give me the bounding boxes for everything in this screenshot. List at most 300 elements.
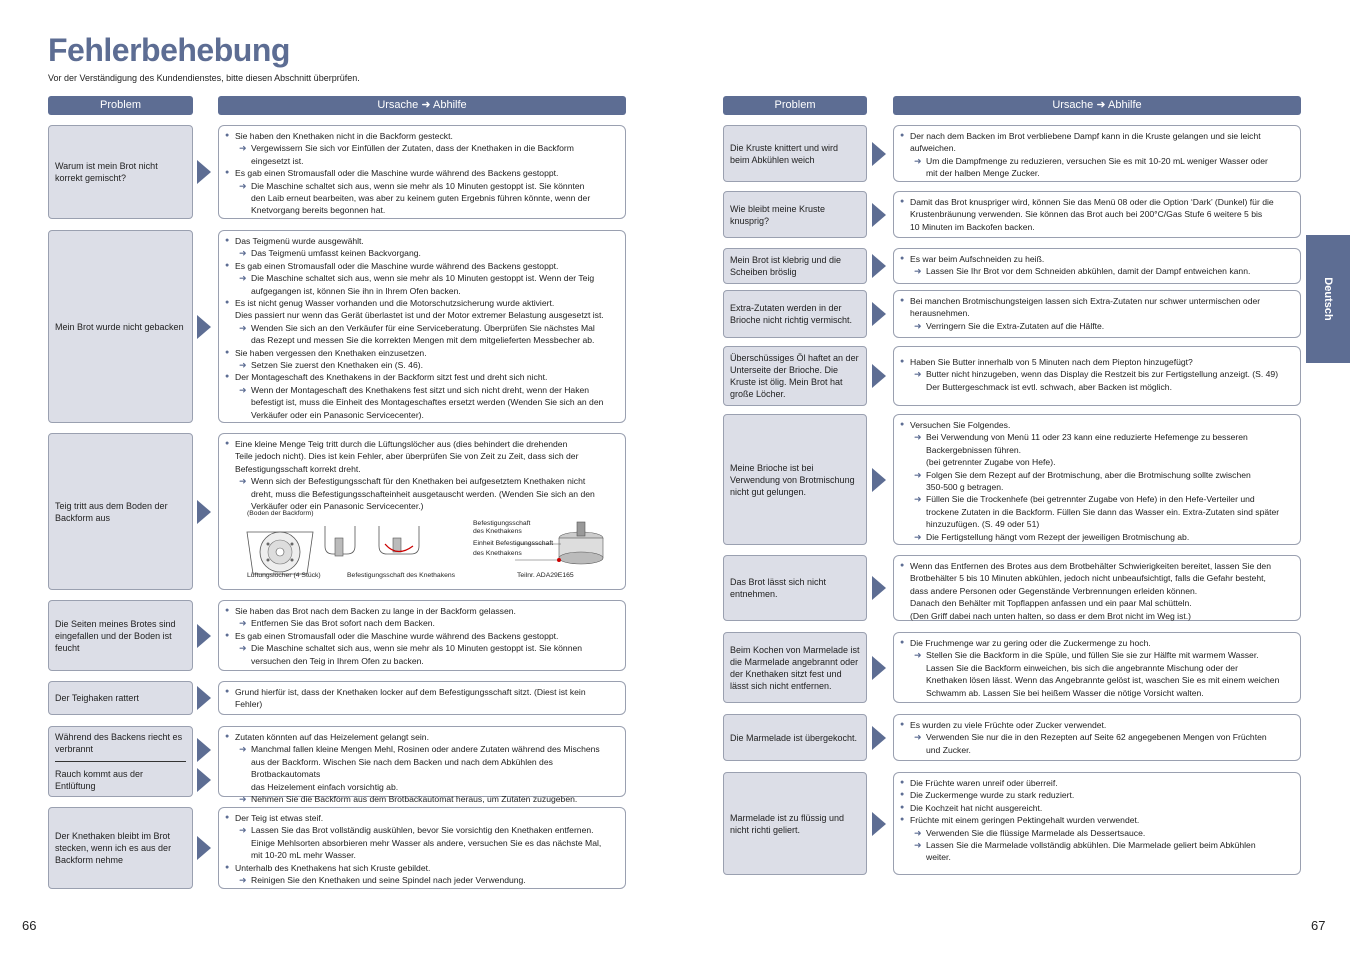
line-text: Füllen Sie die Trockenhefe (bei getrennter Zugabe von Hefe) in den Hefe-Verteiler und (926, 494, 1255, 505)
line-text: Das Teigmenü wurde ausgewählt. (235, 236, 364, 246)
text-line (225, 204, 619, 216)
arrow-right-icon: ➜ (239, 360, 247, 371)
cause-bullet (225, 862, 619, 874)
line-text: Es wurden zu viele Früchte oder Zucker verwendet. (910, 720, 1107, 730)
line-text: Eine kleine Menge Teig tritt durch die Lüftungslöcher aus (dies behindert die drehenden (235, 439, 568, 449)
line-text: Folgen Sie dem Rezept auf der Brotmischung, aber die Brotmischung sollte zwischen (926, 469, 1251, 480)
cause-bullet (225, 260, 619, 272)
remedy-line (900, 649, 1294, 661)
problem-box (48, 726, 193, 797)
line-text: Knethaken lösen lässt. Wenn das Angebrannte gelöst ist, waschen Sie es mit einem weichen (926, 675, 1280, 686)
line-text: Es gab einen Stromausfall oder die Maschine wurde während des Backens gestoppt. (235, 260, 559, 271)
pan-illustration (225, 514, 621, 576)
text-line (900, 481, 1294, 493)
line-text: Brotbehälter 5 bis 10 Minuten abkühlen, jedoch nicht unbeaufsichtigt, falls die Gefahr besteht, (910, 573, 1266, 584)
line-text: Die Maschine schaltet sich aus, wenn sie mehr als 10 Minuten gestoppt ist. Sie können (251, 643, 583, 654)
arrow-icon (197, 624, 211, 648)
remedy-line (900, 827, 1294, 839)
line-text: trockene Zutaten in die Backform. Füllen Sie dann das Wasser ein. Extra-Zutaten sind später (926, 506, 1280, 517)
text-line (225, 463, 619, 475)
text-line (225, 655, 619, 667)
line-text: Wenn der Montageschaft des Knethakens fest sitzt und sich nicht dreht, wenn der Haken (251, 384, 590, 395)
arrow-icon (872, 254, 886, 278)
line-text: (bei getrennter Zugabe von Hefe). (926, 457, 1056, 468)
arrow-icon (197, 160, 211, 184)
line-text: hinzuzufügen. (S. 49 oder 51) (926, 519, 1040, 530)
text-line (900, 662, 1294, 674)
remedy-line (225, 384, 619, 396)
cause-bullet (225, 812, 619, 824)
arrow-right-icon: ➜ (239, 618, 247, 629)
text-line (900, 381, 1294, 393)
problem-box (48, 230, 193, 423)
shaft-drawing-2 (379, 526, 419, 554)
line-text: Haben Sie Butter innerhalb von 5 Minuten nach dem Piepton hinzugefügt? (910, 357, 1193, 367)
line-text: aufweichen. (910, 143, 956, 154)
arrow-icon (197, 836, 211, 860)
problem-box (48, 600, 193, 671)
text-line (225, 756, 619, 781)
arrow-right-icon: ➜ (914, 494, 922, 505)
cause-bullet (900, 196, 1294, 208)
line-text: Es ist nicht genug Wasser vorhanden und die Motorschutzsicherung wurde aktiviert. (235, 298, 555, 309)
remedy-line (225, 142, 619, 154)
problem-text: Meine Brioche ist bei Verwendung von Brotmischung nicht gut gelungen. (730, 462, 855, 497)
problem-text: Mein Brot ist klebrig und die Scheiben bröslig (730, 255, 842, 277)
text-line (225, 837, 619, 849)
line-text: Der Buttergeschmack ist evtl. schwach, aber Backen ist möglich. (926, 381, 1172, 392)
arrow-icon (872, 656, 886, 680)
problem-box (723, 346, 867, 406)
line-text: Früchte mit einem geringen Pektingehalt wurden verwendet. (910, 815, 1140, 826)
problem-text: Mein Brot wurde nicht gebacken (55, 321, 184, 332)
line-text: Fehler) (235, 699, 263, 710)
remedy-line (900, 839, 1294, 851)
text-line (900, 142, 1294, 154)
cause-bullet (900, 419, 1294, 431)
line-text: mit 10-20 mL mehr Wasser. (251, 850, 356, 861)
line-text: Verringern Sie die Extra-Zutaten auf die Hälfte. (926, 320, 1105, 331)
text-line (225, 450, 619, 462)
line-text: Nehmen Sie die Backform aus dem Brotbackautomat heraus, um Zutaten zuzugeben. (251, 794, 578, 805)
cause-bullet (225, 347, 619, 359)
cause-remedy-box (893, 346, 1301, 406)
remedy-line (225, 322, 619, 334)
cause-remedy-box (218, 681, 626, 715)
line-text: Krustenbräunung verwenden. Sie können das Brot auch bei 200°C/Gas Stufe 6 weitere 5 bis (910, 209, 1263, 220)
arrow-icon (872, 726, 886, 750)
line-text: Es gab einen Stromausfall oder die Maschine wurde während des Backens gestoppt. (235, 630, 559, 641)
line-text: Lassen Sie die Marmelade vollständig abkühlen. Die Marmelade geliert beim Abkühlen (926, 840, 1256, 851)
figure-caption-pan-bottom: (Boden der Backform) (247, 510, 314, 518)
text-line (225, 192, 619, 204)
text-line (900, 208, 1294, 220)
problem-text-2: Rauch kommt aus der Entlüftung (55, 769, 144, 791)
cause-bullet (900, 802, 1294, 814)
remedy-line (225, 359, 619, 371)
problem-text: Wie bleibt meine Kruste knusprig? (730, 203, 826, 226)
cause-remedy-box (893, 772, 1301, 875)
problem-box (723, 191, 867, 238)
line-text: Sie haben das Brot nach dem Backen zu lange in der Backform gelassen. (235, 606, 516, 616)
line-text: Die Maschine schaltet sich aus, wenn sie mehr als 10 Minuten gestoppt ist. Sie könnten (251, 180, 585, 191)
arrow-icon (872, 302, 886, 326)
problem-box (48, 125, 193, 219)
cause-remedy-box (893, 632, 1301, 703)
line-text: Verwenden Sie die flüssige Marmelade als Dessertsauce. (926, 827, 1146, 838)
pan-bottom-figure (225, 510, 619, 580)
text-line (225, 781, 619, 793)
arrow-icon (197, 738, 211, 762)
cause-bullet (225, 167, 619, 179)
cause-remedy-box (893, 414, 1301, 545)
text-line (900, 167, 1294, 179)
header-problem-right: Problem (723, 96, 867, 115)
remedy-line (225, 824, 619, 836)
pan-bottom-drawing (247, 532, 313, 574)
remedy-line (900, 320, 1294, 332)
cause-bullet (225, 731, 619, 743)
text-line (225, 488, 619, 500)
remedy-line (225, 617, 619, 629)
line-text: Es gab einen Stromausfall oder die Maschine wurde während des Backens gestoppt. (235, 168, 559, 179)
line-text: Verkäufer oder ein Panasonic Servicecenter.) (251, 501, 424, 512)
text-line (900, 687, 1294, 699)
text-line (900, 585, 1294, 597)
cause-bullet (225, 235, 619, 247)
figure-caption-unit-1: Einheit Befestigungsschaft (473, 540, 554, 548)
problem-box (48, 807, 193, 889)
problem-text: Marmelade ist zu flüssig und nicht richti geliert. (730, 812, 845, 835)
shaft-drawing-1 (325, 526, 355, 556)
problem-box (48, 681, 193, 715)
problem-text: Überschüssiges Öl haftet an der Unterseite der Brioche. Die Kruste ist ölig. Mein Brot hat große Löcher. (730, 353, 859, 399)
remedy-line (900, 469, 1294, 481)
line-text: befestigt ist, muss die Einheit des Montageschaftes ersetzt werden (Wenden Sie sich an den (251, 397, 604, 408)
text-line (225, 409, 619, 421)
problem-text: Warum ist mein Brot nicht korrekt gemischt? (55, 161, 158, 183)
cause-bullet (900, 777, 1294, 789)
line-text: Der nach dem Backen im Brot verbliebene Dampf kann in die Kruste gelangen und sie leicht (910, 131, 1261, 141)
arrow-icon (872, 468, 886, 492)
line-text: Lassen Sie das Brot vollständig auskühlen, bevor Sie vorsichtig den Knethaken entfernen. (251, 825, 594, 836)
line-text: dreht, muss die Befestigungsschafteinheit ausgetauscht werden. (Wenden Sie sich an den (251, 488, 595, 499)
page-number-right: 67 (1311, 918, 1326, 933)
line-text: Die Früchte waren unreif oder überreif. (910, 778, 1058, 788)
line-text: Entfernen Sie das Brot sofort nach dem Backen. (251, 618, 435, 629)
line-text: Die Fertigstellung hängt vom Rezept der jeweiligen Brotmischung ab. (926, 531, 1190, 542)
language-tab[interactable] (1306, 235, 1350, 363)
line-text: versuchen den Teig in Ihrem Ofen zu backen. (251, 655, 424, 666)
line-text: Sie haben vergessen den Knethaken einzusetzen. (235, 347, 427, 358)
cause-remedy-box (893, 125, 1301, 182)
cause-bullet (225, 438, 619, 450)
cause-remedy-box (218, 807, 626, 889)
text-line (225, 849, 619, 861)
line-text: Es war beim Aufschneiden zu heiß. (910, 254, 1045, 264)
problem-text: Die Kruste knittert und wird beim Abkühlen weich (730, 142, 839, 165)
line-text: Wenden Sie sich an den Verkäufer für eine Serviceberatung. Überprüfen Sie nächstes Mal (251, 322, 595, 333)
problem-text: Während des Backens riecht es verbrannt (55, 732, 183, 754)
arrow-right-icon: ➜ (914, 827, 922, 838)
remedy-line (225, 793, 619, 805)
cause-bullet (900, 814, 1294, 826)
cause-bullet (225, 130, 619, 142)
cause-bullet (225, 297, 619, 309)
line-text: herausnehmen. (910, 308, 970, 319)
cause-remedy-box (218, 726, 626, 805)
line-text: Wenn das Entfernen des Brotes aus dem Brotbehälter Schwierigkeiten bereitet, lassen Sie den (910, 561, 1271, 571)
text-line (900, 572, 1294, 584)
header-cause-left: Ursache ➜ Abhilfe (218, 96, 626, 115)
text-line (225, 309, 619, 321)
remedy-line (225, 475, 619, 487)
line-text: Manchmal fallen kleine Mengen Mehl, Rosinen oder andere Zutaten während des Mischens (251, 744, 600, 755)
cause-remedy-box (893, 714, 1301, 761)
problem-box (723, 414, 867, 545)
problem-text: Teig tritt aus dem Boden der Backform aus (55, 500, 168, 523)
cause-bullet (225, 630, 619, 642)
remedy-line (900, 493, 1294, 505)
arrow-right-icon: ➜ (239, 744, 247, 755)
line-text: Die Maschine schaltet sich aus, wenn sie mehr als 10 Minuten gestoppt ist. Wenn der Teig (251, 273, 595, 284)
page-number-left: 66 (22, 918, 37, 933)
arrow-icon (197, 500, 211, 524)
line-text: Butter nicht hinzugeben, wenn das Display die Restzeit bis zur Fertigstellung anzeigt. (S. 49) (926, 369, 1279, 380)
line-text: Zutaten könnten auf das Heizelement gelangt sein. (235, 732, 429, 742)
line-text: Knetvorgang bereits begonnen hat. (251, 205, 386, 216)
text-line (900, 610, 1294, 622)
line-text: Grund hierfür ist, dass der Knethaken locker auf dem Befestigungsschaft sitzt. (Diest ist kein (235, 687, 586, 697)
arrow-icon (872, 142, 886, 166)
arrow-icon (197, 686, 211, 710)
arrow-icon (197, 768, 211, 792)
line-text: 10 Minuten im Backofen backen. (910, 221, 1035, 232)
line-text: dass andere Personen oder Gegenstände Verbrennungen erleiden können. (910, 585, 1198, 596)
remedy-line (900, 368, 1294, 380)
page-title: Fehlerbehebung (48, 32, 290, 68)
language-tab-label: Deutsch (1322, 277, 1334, 321)
line-text: Wenn sich der Befestigungsschaft für den Knethaken bei aufgesetztem Knethaken nicht (251, 476, 586, 487)
problem-box (723, 125, 867, 182)
line-text: Setzen Sie zuerst den Knethaken ein (S. 46). (251, 360, 423, 371)
text-line (900, 518, 1294, 530)
line-text: das Rezept und messen Sie die korrekten Mengen mit dem mitgelieferten Messbecher ab. (251, 335, 595, 346)
line-text: mit der halben Menge Zucker. (926, 168, 1040, 179)
line-text: Teile jedoch nicht). Dies ist kein Fehler, aber überprüfen Sie von Zeit zu Zeit, dass sich der (235, 451, 579, 462)
line-text: Vergewissern Sie sich vor Einfüllen der Zutaten, dass der Knethaken in die Backform (251, 143, 574, 154)
text-line (900, 851, 1294, 863)
arrow-icon (872, 364, 886, 388)
line-text: eingesetzt ist. (251, 155, 304, 166)
line-text: Danach den Behälter mit Topflappen anfassen und ein paar Mal schütteln. (910, 598, 1192, 609)
line-text: Sie haben den Knethaken nicht in die Backform gesteckt. (235, 131, 453, 141)
arrow-right-icon: ➜ (239, 794, 247, 805)
arrow-right-icon: ➜ (239, 476, 247, 487)
line-text: den Laib erneut bearbeiten, was aber zu keinem guten Ergebnis führen könnte, wenn der (251, 193, 591, 204)
cause-remedy-box (893, 555, 1301, 621)
remedy-line (225, 743, 619, 755)
problem-text: Beim Kochen von Marmelade ist die Marmelade angebrannt oder der Knethaken sitzt fest und lässt sich nicht entfernen. (730, 644, 860, 691)
arrow-right-icon: ➜ (239, 248, 247, 259)
remedy-line (900, 265, 1294, 277)
problem-text: Der Knethaken bleibt im Brot stecken, wenn ich es aus der Backform nehme (55, 831, 172, 865)
arrow-right-icon: ➜ (239, 875, 247, 886)
problem-box (723, 714, 867, 761)
problem-text: Der Teighaken rattert (55, 693, 139, 703)
line-text: Befestigungsschaft korrekt dreht. (235, 463, 361, 474)
cause-remedy-box (218, 230, 626, 423)
remedy-line (900, 531, 1294, 543)
cause-remedy-box (218, 125, 626, 219)
remedy-line (225, 180, 619, 192)
arrow-right-icon: ➜ (914, 650, 922, 661)
line-text: Der Montageschaft des Knethakens in der Backform sitzt fest und dreht sich nicht. (235, 372, 548, 383)
problem-text: Die Seiten meines Brotes sind eingefallen und der Boden ist feucht (55, 618, 176, 653)
text-line (225, 285, 619, 297)
cause-bullet (900, 637, 1294, 649)
cause-remedy-box (893, 290, 1301, 338)
text-line (900, 307, 1294, 319)
line-text: und Zucker. (926, 744, 971, 755)
arrow-icon (872, 812, 886, 836)
remedy-line (225, 272, 619, 284)
problem-text: Extra-Zutaten werden in der Brioche nicht richtig vermischt. (730, 303, 853, 325)
text-line (225, 155, 619, 167)
remedy-line (225, 247, 619, 259)
problem-box (48, 433, 193, 590)
line-text: Um die Dampfmenge zu reduzieren, versuchen Sie es mit 10-20 mL weniger Wasser oder (926, 155, 1268, 166)
line-text: Versuchen Sie Folgendes. (910, 420, 1011, 430)
line-text: aus der Backform. Wischen Sie nach dem Backen und nach dem Abkühlen des Brotbackautomats (251, 756, 553, 780)
arrow-right-icon: ➜ (914, 320, 922, 331)
line-text: Dies passiert nur wenn das Gerät überlastet ist und der Motor extremer Belastung ausgesetzt ist. (235, 310, 604, 321)
header-problem-left: Problem (48, 96, 193, 115)
line-text: Verwenden Sie nur die in den Rezepten auf Seite 62 angegebenen Mengen von Früchten (926, 732, 1267, 743)
text-line (900, 506, 1294, 518)
line-text: Lassen Sie die Backform einweichen, bis sich die angebrannte Mischung oder der (926, 662, 1238, 673)
cause-remedy-box (218, 433, 626, 590)
arrow-right-icon: ➜ (914, 266, 922, 277)
figure-caption-shaft-right-2: des Knethakens (473, 528, 522, 536)
arrow-right-icon: ➜ (914, 369, 922, 380)
problem-box (723, 772, 867, 875)
remedy-line (900, 731, 1294, 743)
text-line (225, 698, 619, 710)
line-text: Verkäufer oder ein Panasonic Servicecenter). (251, 409, 424, 420)
cause-bullet (900, 560, 1294, 572)
text-line (225, 334, 619, 346)
header-cause-right: Ursache ➜ Abhilfe (893, 96, 1301, 115)
line-text: Unterhalb des Knethakens hat sich Kruste gebildet. (235, 862, 431, 873)
cause-bullet (900, 130, 1294, 142)
arrow-icon (872, 203, 886, 227)
text-line (900, 674, 1294, 686)
arrow-right-icon: ➜ (239, 143, 247, 154)
arrow-right-icon: ➜ (239, 825, 247, 836)
cause-bullet (225, 371, 619, 383)
problem-box (723, 290, 867, 338)
cause-bullet (900, 789, 1294, 801)
text-line (900, 744, 1294, 756)
page-subtitle: Vor der Verständigung des Kundendienstes, bitte diesen Abschnitt überprüfen. (48, 73, 360, 83)
arrow-right-icon: ➜ (914, 840, 922, 851)
text-line (900, 597, 1294, 609)
line-text: Backergebnissen führen. (926, 444, 1022, 455)
cause-remedy-box (218, 600, 626, 671)
remedy-line (225, 642, 619, 654)
line-text: Damit das Brot knuspriger wird, können Sie das Menü 08 oder die Option ‘Dark’ (Dunkel) für die (910, 197, 1274, 207)
line-text: 350-500 g betragen. (926, 482, 1004, 493)
line-text: Lassen Sie Ihr Brot vor dem Schneiden abkühlen, damit der Dampf entweichen kann. (926, 266, 1251, 277)
line-text: Bei manchen Brotmischungsteigen lassen sich Extra-Zutaten nur schwer untermischen oder (910, 296, 1261, 306)
line-text: Reinigen Sie den Knethaken und seine Spindel nach jeder Verwendung. (251, 875, 526, 886)
text-line (900, 444, 1294, 456)
line-text: Schwamm ab. Lassen Sie bei heißem Wasser die nötige Vorsicht walten. (926, 687, 1204, 698)
arrow-right-icon: ➜ (914, 155, 922, 166)
arrow-right-icon: ➜ (239, 643, 247, 654)
cause-bullet (900, 253, 1294, 265)
arrow-right-icon: ➜ (239, 273, 247, 284)
problem-box (723, 248, 867, 284)
line-text: Die Kochzeit hat nicht ausgereicht. (910, 802, 1043, 813)
problem-text: Die Marmelade ist übergekocht. (730, 732, 858, 743)
cause-remedy-box (893, 191, 1301, 238)
cause-bullet (225, 686, 619, 698)
arrow-icon (197, 315, 211, 339)
problem-box (723, 632, 867, 703)
line-text: das Heizelement einfach vorsichtig ab. (251, 781, 399, 792)
line-text: aufgegangen ist, können Sie ihn in Ihrem Ofen backen. (251, 285, 461, 296)
arrow-right-icon: ➜ (239, 180, 247, 191)
remedy-line (900, 155, 1294, 167)
problem-divider (55, 761, 186, 762)
line-text: Die Fruchmenge war zu gering oder die Zuckermenge zu hoch. (910, 638, 1151, 648)
figure-caption-vents: Lüftungslöcher (4 Stück) (247, 572, 321, 580)
figure-caption-part-number: Teilnr. ADA29E165 (517, 572, 574, 580)
line-text: Der Teig ist etwas steif. (235, 813, 324, 823)
arrow-right-icon: ➜ (239, 322, 247, 333)
line-text: Einige Mehlsorten absorbieren mehr Wasser als andere, versuchen Sie es das nächste Mal, (251, 837, 602, 848)
arrow-right-icon: ➜ (239, 384, 247, 395)
cause-bullet (900, 295, 1294, 307)
arrow-right-icon: ➜ (914, 469, 922, 480)
figure-caption-shaft-right-1: Befestigungsschaft (473, 520, 531, 528)
figure-caption-unit-2: des Knethakens (473, 550, 522, 558)
text-line (225, 396, 619, 408)
cause-bullet (900, 719, 1294, 731)
arrow-icon (872, 576, 886, 600)
line-text: weiter. (926, 852, 951, 863)
cause-remedy-box (893, 248, 1301, 284)
line-text: (Den Griff dabei nach unten halten, so dass er dem Brot nicht im Weg ist.) (910, 610, 1192, 621)
remedy-line (900, 431, 1294, 443)
cause-bullet (900, 356, 1294, 368)
arrow-right-icon: ➜ (914, 432, 922, 443)
problem-box (723, 555, 867, 621)
line-text: Stellen Sie die Backform in die Spüle, und füllen Sie sie zur Hälfte mit warmem Wasser. (926, 650, 1259, 661)
text-line (900, 456, 1294, 468)
text-line (900, 221, 1294, 233)
line-text: Das Teigmenü umfasst keinen Backvorgang. (251, 248, 421, 259)
line-text: Die Zuckermenge wurde zu stark reduziert. (910, 790, 1075, 801)
remedy-line (225, 874, 619, 886)
problem-text: Das Brot lässt sich nicht entnehmen. (730, 577, 827, 599)
cause-bullet (225, 605, 619, 617)
arrow-right-icon: ➜ (914, 732, 922, 743)
figure-caption-shaft: Befestigungsschaft des Knethakens (347, 572, 456, 580)
arrow-right-icon: ➜ (914, 531, 922, 542)
